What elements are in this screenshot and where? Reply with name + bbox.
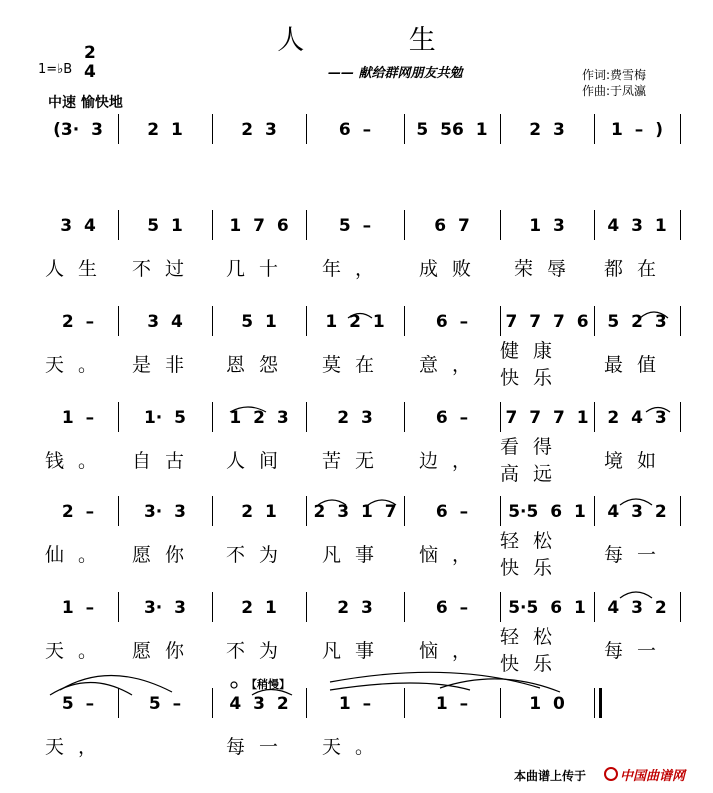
- notation-line: [0, 400, 713, 436]
- lyric-text: 看得高远: [500, 436, 567, 485]
- measure: 6 –: [435, 312, 469, 332]
- lyric-text: 莫在: [321, 353, 388, 376]
- lyric-text: 恩怨: [225, 353, 292, 376]
- lyric-text: 凡事: [321, 639, 388, 662]
- measure: (3· 3: [53, 120, 103, 140]
- measure: 6 –: [435, 502, 469, 522]
- lyric-text: 几十: [225, 257, 292, 280]
- measure: 7 7 7 1: [505, 408, 589, 428]
- measure: 2 –: [61, 312, 95, 332]
- lyricist-credit: 作词:费雪梅: [582, 68, 647, 82]
- measure: 5·5 6 1: [508, 502, 586, 522]
- measure: 4 3 2: [607, 598, 667, 618]
- measure: 2 4 3: [607, 408, 667, 428]
- lyric-text: 凡事: [321, 543, 388, 566]
- tempo-marking: 中速 愉快地: [48, 95, 123, 111]
- measure: 3 4: [147, 312, 183, 332]
- measure: 6 –: [435, 598, 469, 618]
- measure: 4 3 2: [229, 694, 289, 714]
- measure: 1 –: [338, 694, 372, 714]
- measure: 5 1: [241, 312, 277, 332]
- lyric-text: 每一: [225, 735, 292, 758]
- lyrics-line: [0, 530, 713, 579]
- barline: [680, 496, 681, 526]
- barline: [680, 306, 681, 336]
- lyric-text: 健康快乐: [500, 340, 567, 389]
- lyric-text: 最值: [603, 353, 670, 376]
- measure: 1 2 3: [229, 408, 289, 428]
- measure: 1· 5: [143, 408, 187, 428]
- site-logo[interactable]: [604, 765, 685, 784]
- key-signature: 1=♭B: [38, 62, 73, 77]
- measure: 1 0: [529, 694, 565, 714]
- measure: 5 1: [147, 216, 183, 236]
- lyrics-line: [0, 436, 713, 485]
- lyric-text: 每一: [603, 639, 670, 662]
- composer-credit: 作曲:于凤瀛: [582, 84, 647, 98]
- notation-line: [0, 494, 713, 530]
- measure: 5·5 6 1: [508, 598, 586, 618]
- notation-line: [0, 304, 713, 340]
- measure: 1 – ): [611, 120, 663, 140]
- lyric-text: 年，: [321, 257, 388, 280]
- footer-upload-text: 本曲谱上传于: [514, 769, 587, 783]
- measure: 1 2 1: [325, 312, 385, 332]
- lyrics-line: [0, 252, 713, 282]
- measure: 2 3: [529, 120, 565, 140]
- measure: 2 1: [241, 598, 277, 618]
- measure: 3 4: [60, 216, 96, 236]
- barline: [680, 210, 681, 240]
- lyric-text: 自古: [131, 449, 198, 472]
- lyric-text: 人生: [44, 257, 111, 280]
- lyric-text: 天。: [321, 735, 388, 758]
- measure: 2 –: [61, 502, 95, 522]
- lyric-text: 人间: [225, 449, 292, 472]
- measure: 2 1: [147, 120, 183, 140]
- lyric-text: 恼，: [418, 543, 485, 566]
- lyric-text: 苦无: [321, 449, 388, 472]
- barline: [594, 688, 595, 718]
- expression-marking: 【稍慢】: [246, 678, 290, 691]
- lyric-text: 愿你: [131, 543, 198, 566]
- lyric-text: 境如: [603, 449, 670, 472]
- barline: [680, 402, 681, 432]
- lyric-text: 意，: [418, 353, 485, 376]
- measure: 6 –: [338, 120, 372, 140]
- measure: 3· 3: [143, 598, 187, 618]
- lyric-text: [118, 730, 212, 760]
- lyric-text: 不过: [131, 257, 198, 280]
- measure: 6 7: [434, 216, 470, 236]
- lyric-text: [404, 730, 500, 760]
- lyric-text: 每一: [603, 543, 670, 566]
- measure: 2 1: [241, 502, 277, 522]
- lyric-text: 天。: [44, 353, 111, 376]
- measure: 5 –: [148, 694, 182, 714]
- lyric-text: 恼，: [418, 639, 485, 662]
- measure: 6 –: [435, 408, 469, 428]
- song-title: 人 生: [277, 25, 484, 56]
- measure: 2 3 1 7: [313, 502, 397, 522]
- measure: 5 2 3: [607, 312, 667, 332]
- measure: 1 –: [435, 694, 469, 714]
- measure: 2 3: [241, 120, 277, 140]
- logo-icon: [604, 767, 618, 781]
- lyric-text: 边，: [418, 449, 485, 472]
- barline: [680, 592, 681, 622]
- lyric-text: 是非: [131, 353, 198, 376]
- measure: 7 7 7 6: [505, 312, 589, 332]
- lyrics-line: [0, 730, 713, 760]
- lyrics-line: [0, 340, 713, 389]
- time-signature: [84, 44, 96, 82]
- notation-line: [0, 590, 713, 626]
- lyric-text: 都在: [603, 257, 670, 280]
- measure: 5 –: [338, 216, 372, 236]
- measure: 2 3: [337, 408, 373, 428]
- lyric-text: [500, 730, 594, 760]
- lyric-text: 荣辱: [513, 257, 580, 280]
- lyric-text: 轻松快乐: [500, 626, 567, 675]
- lyric-text: 天，: [44, 735, 111, 758]
- measure: 3· 3: [143, 502, 187, 522]
- lyric-text: 愿你: [131, 639, 198, 662]
- measure: 1 –: [61, 408, 95, 428]
- measure: 4 3 1: [607, 216, 667, 236]
- lyric-text: 不为: [225, 639, 292, 662]
- measure: 1 –: [61, 598, 95, 618]
- measure: 4 3 2: [607, 502, 667, 522]
- measure: 1 3: [529, 216, 565, 236]
- measure: 1 7 6: [229, 216, 289, 236]
- lyric-text: 仙。: [44, 543, 111, 566]
- notation-line: [0, 112, 713, 148]
- time-signature-top: 2: [84, 43, 96, 63]
- notation-line: [0, 686, 713, 722]
- measure: 2 3: [337, 598, 373, 618]
- notation-line: [0, 208, 713, 244]
- barline: [680, 114, 681, 144]
- lyric-text: 不为: [225, 543, 292, 566]
- time-signature-bottom: 4: [84, 62, 96, 82]
- measure: 5 56 1: [416, 120, 488, 140]
- lyric-text: 成败: [418, 257, 485, 280]
- lyric-text: 天。: [44, 639, 111, 662]
- lyric-text: 轻松快乐: [500, 530, 567, 579]
- lyric-text: 钱。: [44, 449, 111, 472]
- measure: 5 –: [61, 694, 95, 714]
- lyrics-line: [0, 626, 713, 675]
- dedication: —— 献给群网朋友共勉: [328, 66, 463, 81]
- site-name: 中国曲谱网: [620, 769, 686, 784]
- final-barline: [599, 688, 602, 718]
